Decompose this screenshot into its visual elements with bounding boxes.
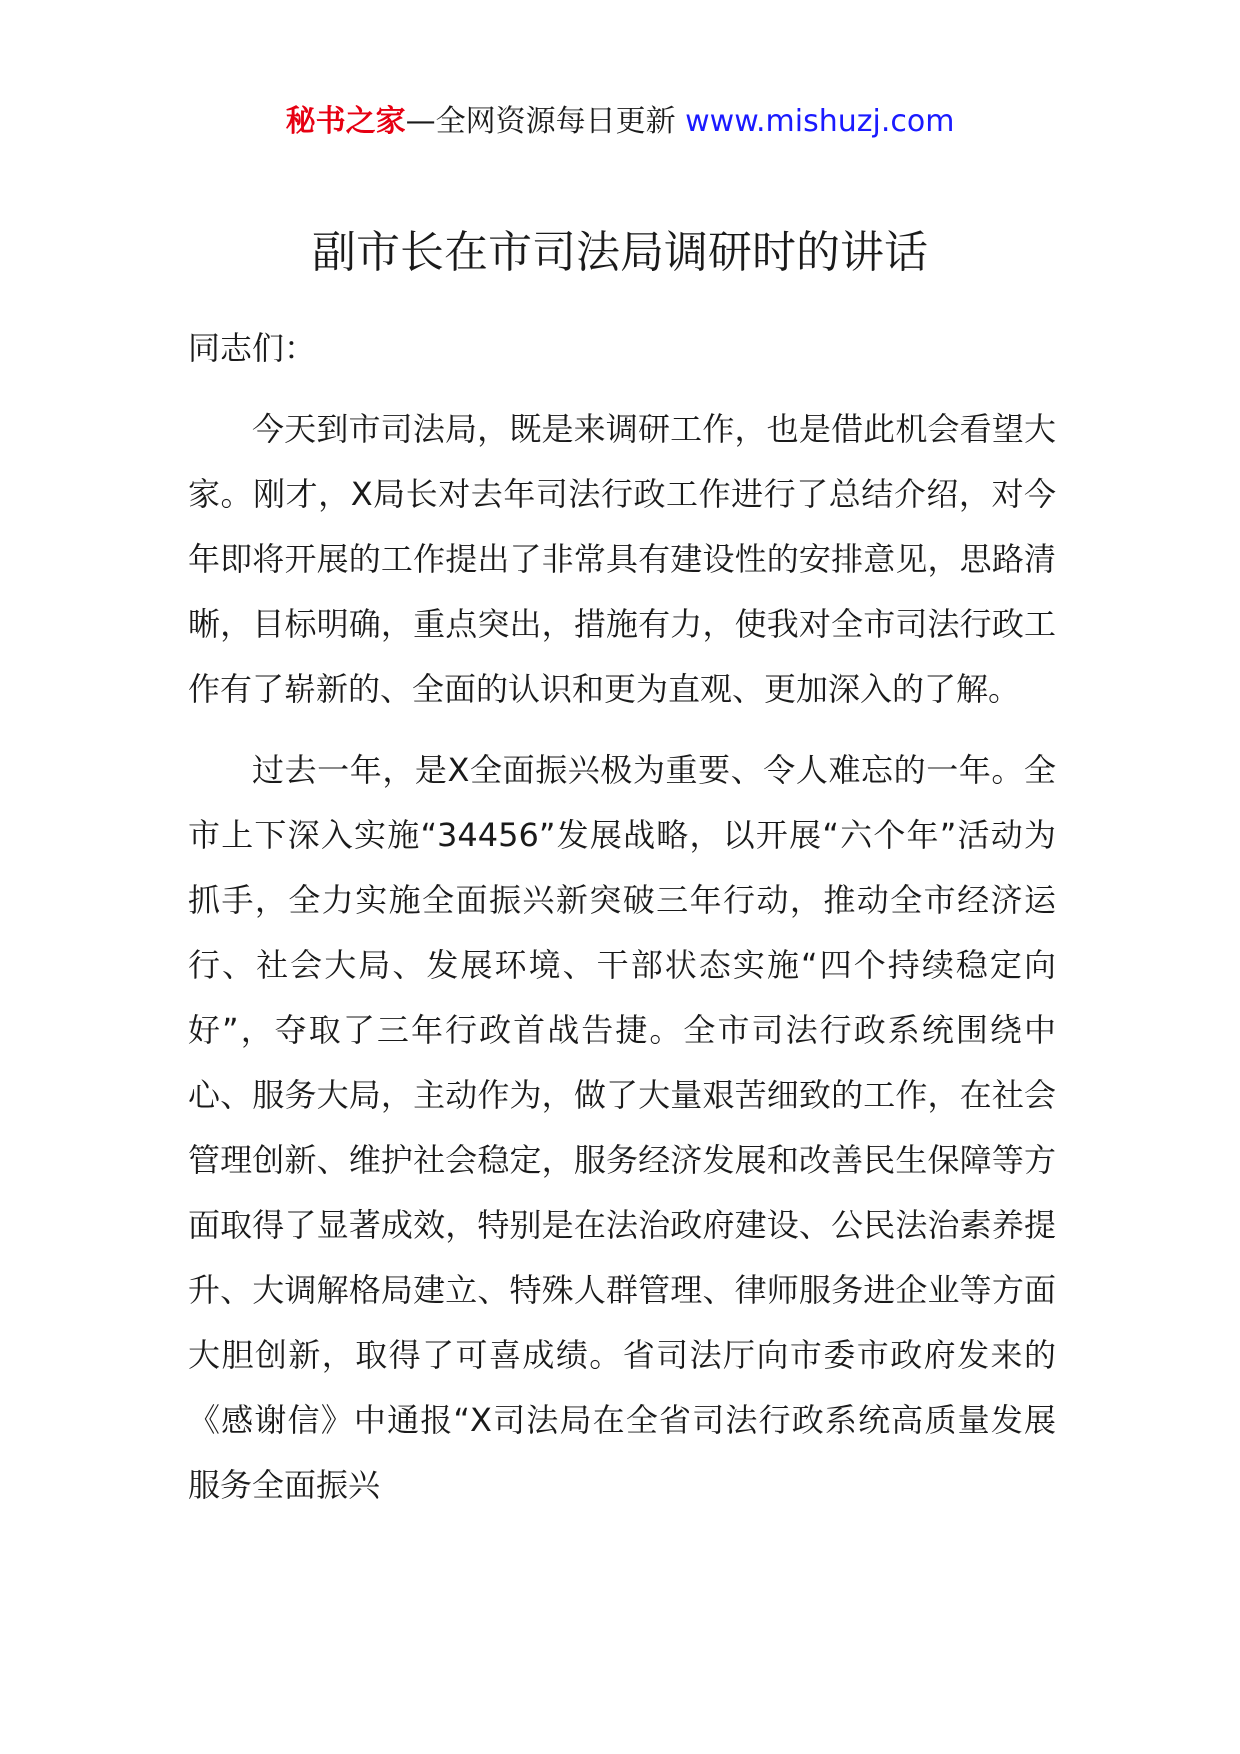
header-slogan: —全网资源每日更新 (405, 104, 686, 139)
site-url-link[interactable]: www.mishuzj.com (685, 104, 955, 139)
paragraph-1: 今天到市司法局，既是来调研工作，也是借此机会看望大家。刚才，X局长对去年司法行政工作进行了总结介绍，对今年即将开展的工作提出了非常具有建设性的安排意见，思路清晰，目标明确，重点突出，措施有力，使我对全市司法行政工作有了崭新的、全面的认识和更为直观、更加深入的了解。 (188, 410, 1056, 708)
document-title: 副市长在市司法局调研时的讲话 (312, 227, 928, 278)
paragraph-2: 过去一年，是X全面振兴极为重要、令人难忘的一年。全市上下深入实施“34456”发展战略，以开展“六个年”活动为抓手，全力实施全面振兴新突破三年行动，推动全市经济运行、社会大局、发展环境、干部状态实施“四个持续稳定向好”，夺取了三年行政首战告捷。全市司法行政系统围绕中心、服务大局，主动作为，做了大量艰苦细致的工作，在社会管理创新、维护社会稳定，服务经济发展和改善民生保障等方面取得了显著成效，特别是在法治政府建设、公民法治素养提升、大调解格局建立、特殊人群管理、律师服务进企业等方面大胆创新，取得了可喜成绩。省司法厅向市委市政府发来的《感谢信》中通报“X司法局在全省司法行政系统高质量发展服务全面振兴 (188, 751, 1056, 1504)
salutation: 同志们： (188, 329, 317, 367)
brand-name: 秘书之家 (285, 104, 406, 139)
site-header (0, 100, 1240, 144)
document-body (188, 316, 1056, 1534)
